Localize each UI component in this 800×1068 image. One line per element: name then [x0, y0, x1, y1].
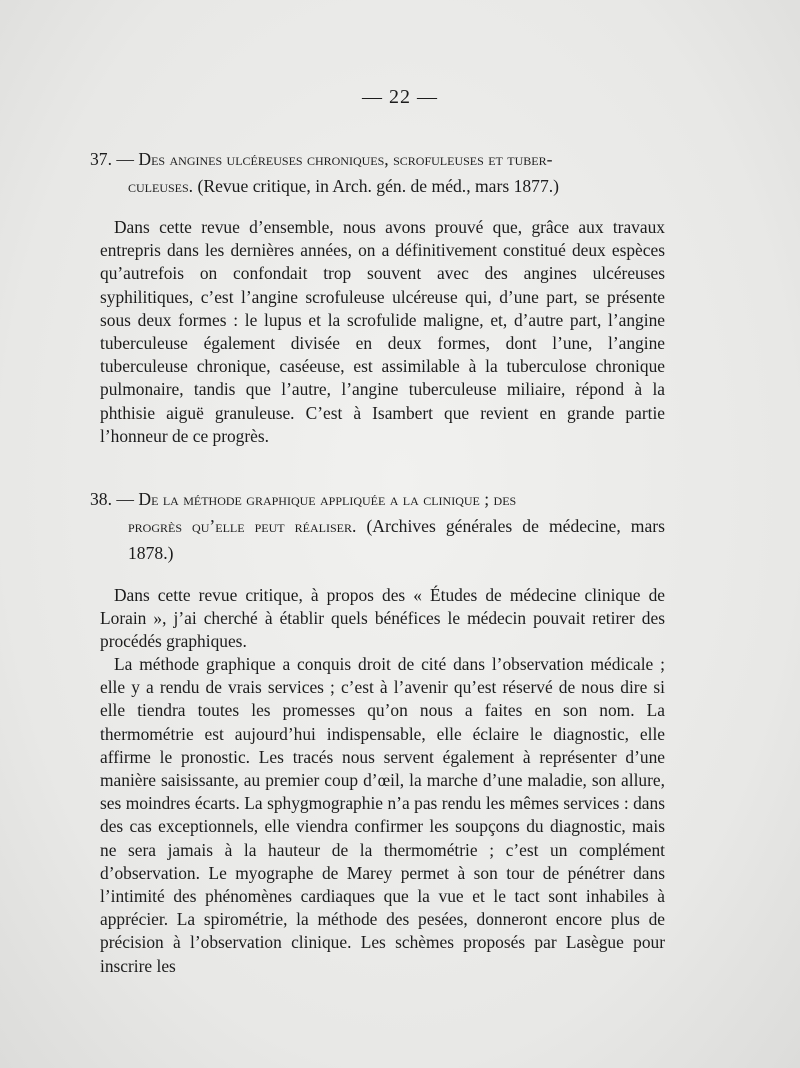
entry-38-number: 38. —: [90, 489, 134, 509]
entry-37-source: (Revue critique, in Arch. gén. de méd., mars 1877.): [197, 176, 560, 196]
entry-38-title-cont: progrès qu’elle peut réaliser.: [128, 516, 357, 536]
entry-37-number: 37. —: [90, 149, 134, 169]
entry-38-heading: [90, 486, 665, 567]
entry-38-title: De la méthode graphique appliquée a la clinique ; des: [138, 489, 517, 509]
entry-37-heading: [90, 146, 665, 200]
entry-37-title: Des angines ulcéreuses chroniques, scrofuleuses et tuber-: [138, 149, 553, 169]
entry-37-title-cont: culeuses.: [128, 176, 194, 196]
entry-38-source: (Archives générales de médecine, mars 1878.): [128, 516, 665, 563]
entry-38-paragraph-1: Dans cette revue critique, à propos des « Études de médecine clinique de Lorain », j’ai cherché à établir quels bénéfices le médecin pouvait retirer des procédés graphiques.: [100, 585, 665, 652]
page-number: — 22 —: [362, 86, 438, 108]
entry-38-paragraph-2: La méthode graphique a conquis droit de cité dans l’observation médicale ; elle y a rendu de vrais services ; c’est à l’avenir qu’est réservé de nous dire si elle tiendra toutes les promesses qu’on nous a faites en son nom. La thermométrie est aujourd’hui indispensable, elle éclaire le diagnostic, elle affirme le pronostic. Les tracés nous servent également à représenter d’une manière saisissante, au premier coup d’œil, la marche d’une maladie, son allure, ses moindres écarts. La sphygmographie n’a pas rendu les mêmes services : dans des cas exceptionnels, elle viendra confirmer les soupçons du diagnostic, mais ne sera jamais à la hauteur de la thermométrie ; c’est un complément d’observation. Le myographe de Marey permet à son tour de pénétrer dans l’intimité des phénomènes cardiaques que la vue et le tact sont inhabiles à apprécier. La spirométrie, la méthode des pesées, donneront encore plus de précision à l’observation clinique. Les schèmes proposés par Lasègue pour inscrire les: [100, 654, 665, 976]
entry-37-paragraph: Dans cette revue d’ensemble, nous avons prouvé que, grâce aux travaux entrepris dans les dernières années, on a définitivement constitué deux espèces qu’autrefois on confondait trop souvent avec des angines ulcéreuses syphilitiques, c’est l’angine scrofuleuse ulcéreuse qui, d’une part, se présente sous deux formes : le lupus et la scrofulide maligne, et, d’autre part, l’angine tuberculeuse également divisée en deux formes, dont l’une, l’angine tuberculeuse chronique, caséeuse, est assimilable à la tuberculose chronique pulmonaire, tandis que l’autre, l’angine tuberculeuse miliaire, répond à la phthisie aiguë granuleuse. C’est à Isambert que revient en grande partie l’honneur de ce progrès.: [100, 217, 665, 446]
